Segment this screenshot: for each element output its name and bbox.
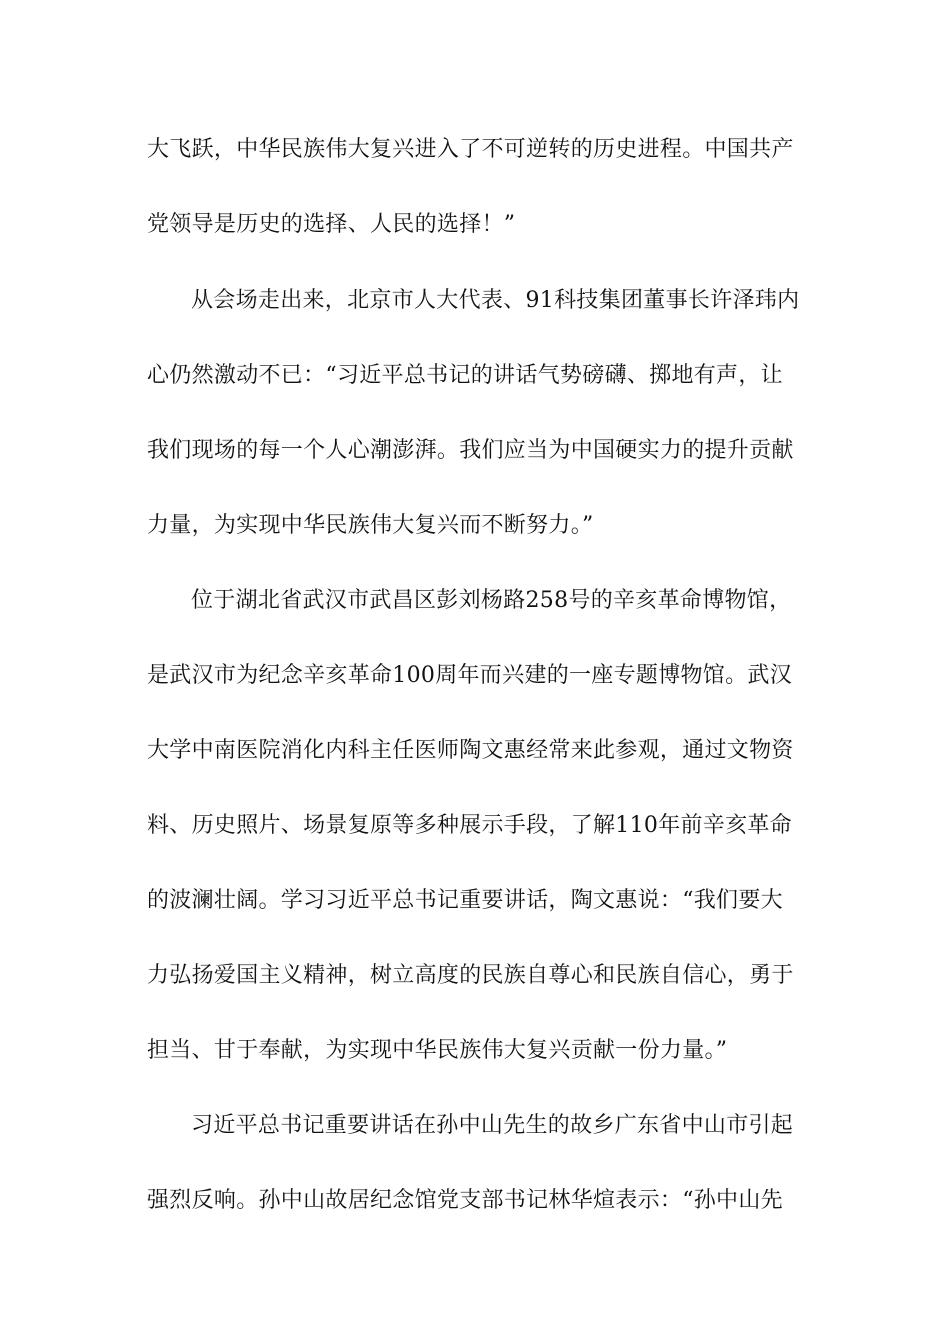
text-line: 我们现场的每一个人心潮澎湃。我们应当为中国硬实力的提升贡献 bbox=[147, 438, 794, 463]
text-line: 力量，为实现中华民族伟大复兴而不断努力。” bbox=[147, 513, 594, 538]
text-line: 大学中南医院消化内科主任医师陶文惠经常来此参观，通过文物资 bbox=[147, 738, 794, 763]
text-line: 强烈反响。孙中山故居纪念馆党支部书记林华煊表示：“孙中山先 bbox=[147, 1188, 783, 1213]
text-line: 从会场走出来，北京市人大代表、91科技集团董事长许泽玮内 bbox=[191, 288, 800, 313]
text-line: 料、历史照片、场景复原等多种展示手段，了解110年前辛亥革命 bbox=[147, 813, 792, 838]
text-line: 的波澜壮阔。学习习近平总书记重要讲话，陶文惠说：“我们要大 bbox=[147, 888, 783, 913]
text-line: 心仍然激动不已：“习近平总书记的讲话气势磅礴、掷地有声，让 bbox=[147, 363, 783, 388]
text-line: 习近平总书记重要讲话在孙中山先生的故乡广东省中山市引起 bbox=[191, 1113, 794, 1138]
text-line: 大飞跃，中华民族伟大复兴进入了不可逆转的历史进程。中国共产 bbox=[147, 137, 794, 162]
text-line: 是武汉市为纪念辛亥革命100周年而兴建的一座专题博物馆。武汉 bbox=[147, 663, 792, 688]
text-line: 党领导是历史的选择、人民的选择！” bbox=[147, 212, 516, 237]
text-line: 担当、甘于奉献，为实现中华民族伟大复兴贡献一份力量。” bbox=[147, 1038, 728, 1063]
text-line: 力弘扬爱国主义精神，树立高度的民族自尊心和民族自信心，勇于 bbox=[147, 963, 794, 988]
text-line: 位于湖北省武汉市武昌区彭刘杨路258号的辛亥革命博物馆， bbox=[191, 588, 792, 613]
